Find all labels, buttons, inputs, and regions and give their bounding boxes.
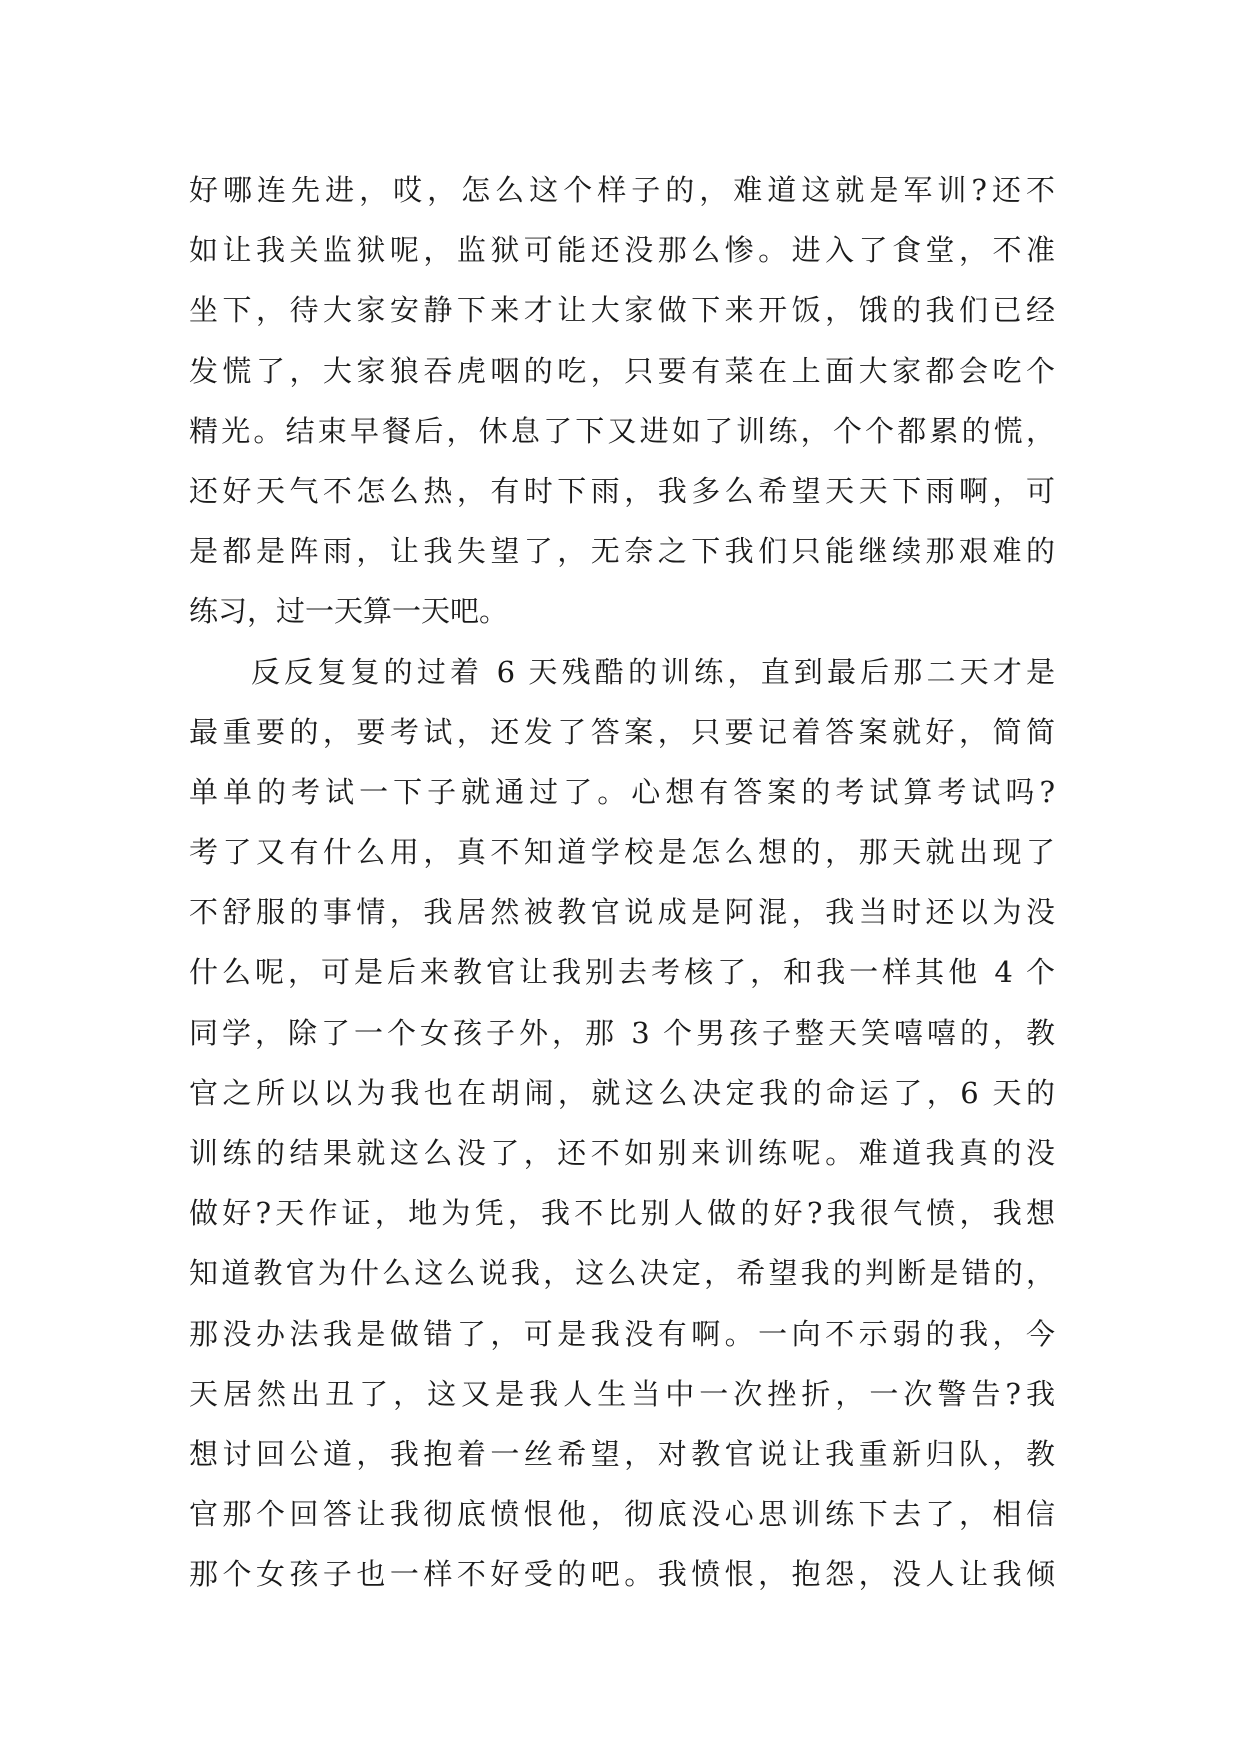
text-line: 单单的考试一下子就通过了。心想有答案的考试算考试吗? <box>189 774 1055 809</box>
text-line: 什么呢，可是后来教官让我别去考核了，和我一样其他 4 个 <box>189 955 1055 990</box>
text-line: 如让我关监狱呢，监狱可能还没那么惨。进入了食堂，不准 <box>189 233 1055 268</box>
text-line: 想讨回公道，我抱着一丝希望，对教官说让我重新归队，教 <box>189 1436 1055 1471</box>
text-line: 不舒服的事情，我居然被教官说成是阿混，我当时还以为没 <box>189 895 1055 930</box>
text-line: 做好?天作证，地为凭，我不比别人做的好?我很气愤，我想 <box>189 1196 1055 1231</box>
text-line: 官之所以以为我也在胡闹，就这么决定我的命运了，6 天的 <box>189 1075 1055 1110</box>
text-line: 精光。结束早餐后，休息了下又进如了训练，个个都累的慌， <box>189 413 1055 448</box>
text-line: 练习，过一天算一天吧。 <box>189 594 509 629</box>
paragraph-1 <box>189 160 1055 642</box>
text-line: 那没办法我是做错了，可是我没有啊。一向不示弱的我，今 <box>189 1316 1055 1351</box>
text-line: 那个女孩子也一样不好受的吧。我愤恨，抱怨，没人让我倾 <box>189 1557 1055 1592</box>
text-line: 发慌了，大家狼吞虎咽的吃，只要有菜在上面大家都会吃个 <box>189 353 1055 388</box>
text-line: 反反复复的过着 6 天残酷的训练，直到最后那二天才是 <box>251 654 1055 689</box>
text-line: 好哪连先进，哎，怎么这个样子的，难道这就是军训?还不 <box>189 173 1055 207</box>
text-line: 最重要的，要考试，还发了答案，只要记着答案就好，简简 <box>189 714 1055 749</box>
text-line: 考了又有什么用，真不知道学校是怎么想的，那天就出现了 <box>189 835 1055 870</box>
text-line: 知道教官为什么这么说我，这么决定，希望我的判断是错的， <box>189 1256 1055 1291</box>
text-line: 坐下，待大家安静下来才让大家做下来开饭，饿的我们已经 <box>189 293 1055 328</box>
text-line: 官那个回答让我彻底愤恨他，彻底没心思训练下去了，相信 <box>189 1497 1055 1532</box>
document-body <box>189 160 1055 1605</box>
text-line: 是都是阵雨，让我失望了，无奈之下我们只能继续那艰难的 <box>189 534 1055 569</box>
paragraph-2 <box>189 642 1055 1605</box>
text-line: 天居然出丑了，这又是我人生当中一次挫折，一次警告?我 <box>189 1376 1055 1411</box>
text-line: 同学，除了一个女孩子外，那 3 个男孩子整天笑嘻嘻的，教 <box>189 1015 1055 1050</box>
text-line: 还好天气不怎么热，有时下雨，我多么希望天天下雨啊，可 <box>189 473 1055 508</box>
text-line: 训练的结果就这么没了，还不如别来训练呢。难道我真的没 <box>189 1136 1055 1170</box>
